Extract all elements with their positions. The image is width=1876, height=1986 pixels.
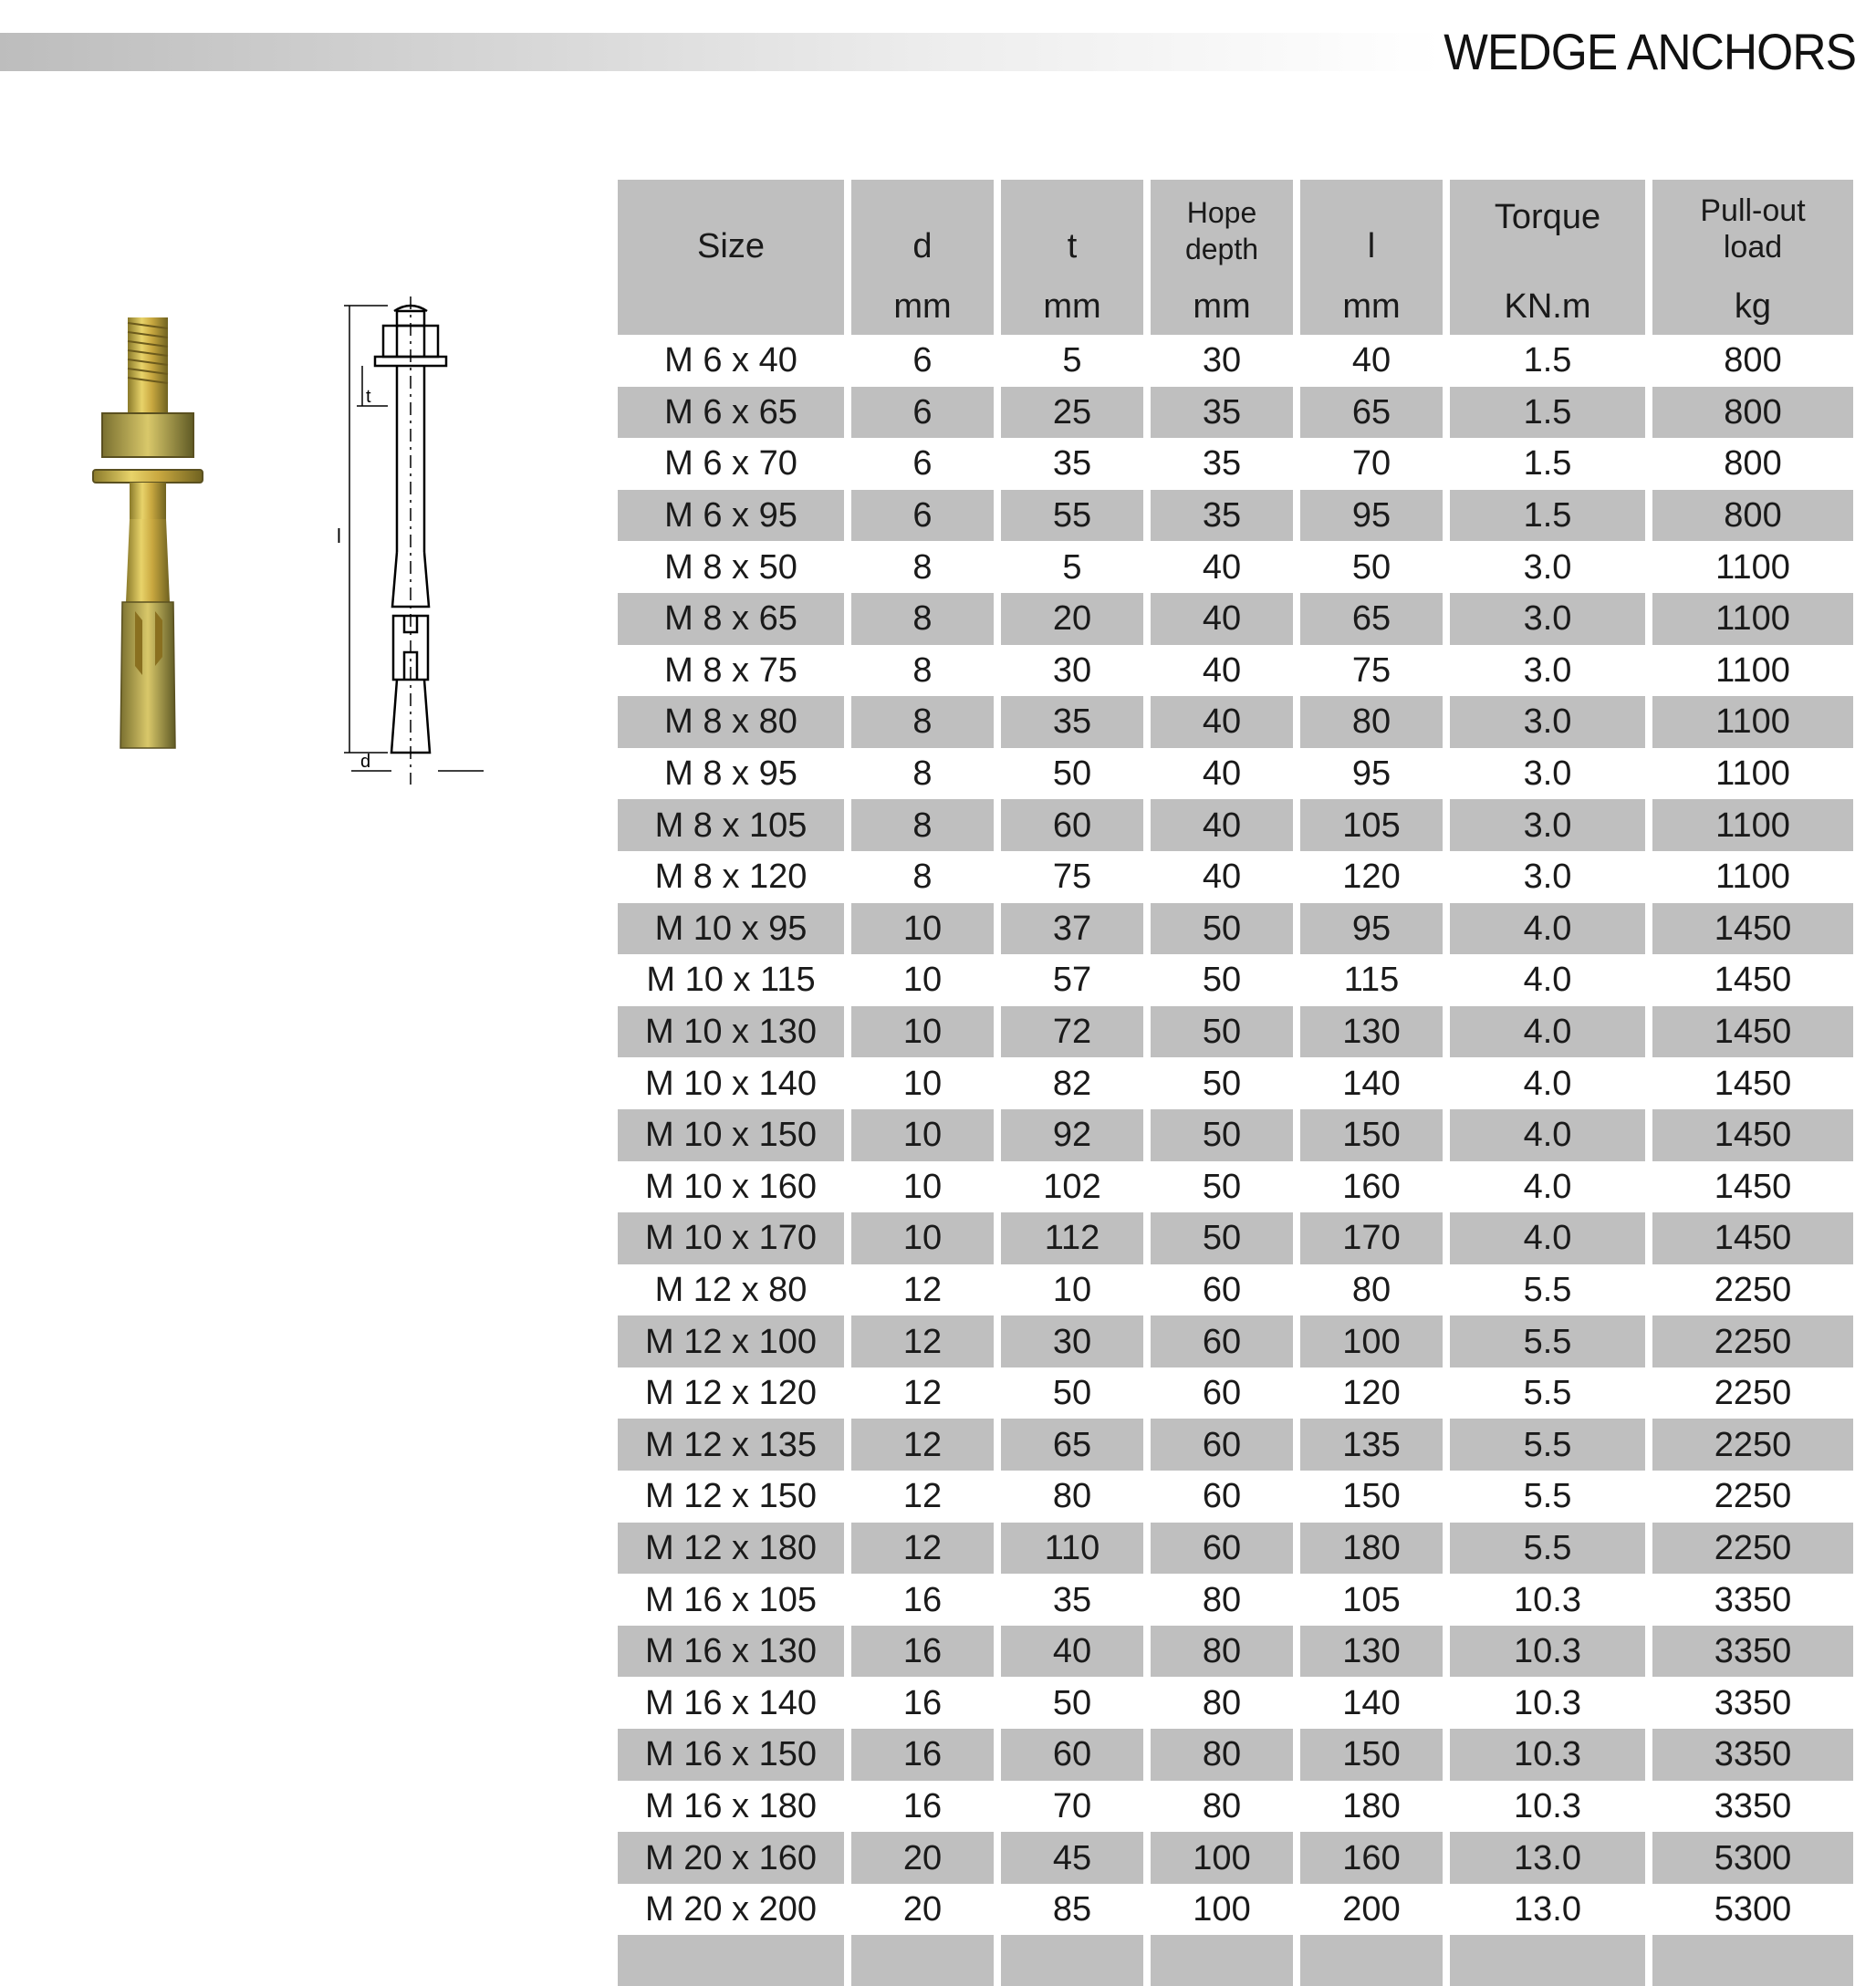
header-gradient-bar: [0, 33, 1442, 71]
table-cell: M 12 x 135: [618, 1419, 844, 1471]
table-row: [618, 1367, 1853, 1419]
table-cell: 6: [912, 444, 933, 484]
table-cell: 80: [1351, 1270, 1391, 1309]
table-cell: 75: [1052, 858, 1092, 897]
table-footer-cell: [1300, 1935, 1443, 1986]
table-cell: M 12 x 180: [618, 1523, 844, 1575]
table-cell: 150: [1300, 1729, 1443, 1781]
table-row: [618, 1523, 1853, 1575]
table-cell: 35: [1151, 490, 1293, 542]
table-cell: M 6 x 70: [664, 444, 797, 484]
table-row: [618, 851, 1853, 903]
table-cell: 65: [1300, 387, 1443, 439]
table-cell: 800: [1652, 387, 1853, 439]
table-cell: 50: [1151, 903, 1293, 955]
table-cell: 80: [1052, 1477, 1092, 1516]
table-cell: 112: [1001, 1212, 1143, 1264]
table-cell: 5.5: [1523, 1374, 1572, 1413]
table-cell: 30: [1001, 1315, 1143, 1367]
table-row: [618, 903, 1853, 955]
table-cell: 800: [1724, 444, 1782, 484]
table-cell: 1450: [1714, 1064, 1792, 1103]
table-cell: 25: [1001, 387, 1143, 439]
table-cell: 60: [1151, 1523, 1293, 1575]
table-row: [618, 645, 1853, 697]
table-cell: 16: [851, 1729, 994, 1781]
col-header-pull-out-load: Pull-out load kg: [1652, 180, 1853, 335]
col-header-l: l mm: [1300, 180, 1443, 335]
table-cell: 10.3: [1514, 1786, 1581, 1825]
table-row: [618, 1471, 1853, 1523]
table-cell: M 12 x 80: [654, 1270, 808, 1309]
table-cell: 50: [1151, 1109, 1293, 1161]
table-cell: 70: [1052, 1786, 1092, 1825]
table-cell: 1100: [1652, 696, 1853, 748]
table-cell: 40: [1151, 696, 1293, 748]
table-cell: 5.5: [1523, 1477, 1572, 1516]
table-cell: 100: [1193, 1890, 1251, 1929]
table-cell: 50: [1052, 754, 1092, 794]
table-cell: 10: [851, 1212, 994, 1264]
wedge-anchor-drawing: [324, 287, 516, 789]
table-cell: 3.0: [1523, 547, 1572, 587]
table-row: [618, 1109, 1853, 1161]
table-cell: 80: [1202, 1786, 1242, 1825]
table-cell: 80: [1151, 1729, 1293, 1781]
table-cell: 60: [1202, 1374, 1242, 1413]
table-cell: M 8 x 95: [664, 754, 797, 794]
table-cell: 3350: [1652, 1729, 1853, 1781]
table-cell: 150: [1300, 1109, 1443, 1161]
table-row: [618, 541, 1853, 593]
table-cell: M 12 x 120: [645, 1374, 817, 1413]
table-cell: 12: [851, 1419, 994, 1471]
table-cell: M 8 x 80: [618, 696, 844, 748]
table-cell: 12: [902, 1270, 943, 1309]
table-cell: 35: [1001, 696, 1143, 748]
table-cell: 1100: [1715, 754, 1790, 794]
table-cell: M 8 x 75: [664, 650, 797, 690]
table-cell: M 10 x 150: [618, 1109, 844, 1161]
table-cell: 5300: [1652, 1832, 1853, 1884]
table-cell: 10: [851, 1109, 994, 1161]
table-cell: 4.0: [1523, 1064, 1572, 1103]
table-footer-cell: [1151, 1935, 1293, 1986]
table-cell: 50: [1202, 1064, 1242, 1103]
table-cell: 4.0: [1523, 961, 1572, 1000]
table-cell: 1100: [1715, 547, 1790, 587]
table-row: [618, 1315, 1853, 1367]
table-cell: 1100: [1715, 650, 1790, 690]
table-cell: 130: [1300, 1626, 1443, 1678]
table-cell: 20: [1001, 593, 1143, 645]
table-row: [618, 1212, 1853, 1264]
table-cell: 12: [851, 1523, 994, 1575]
table-cell: 30: [1202, 341, 1242, 380]
table-row: [618, 1574, 1853, 1626]
table-footer-cell: [1450, 1935, 1645, 1986]
table-cell: 80: [1202, 1580, 1242, 1619]
table-cell: 1450: [1652, 1109, 1853, 1161]
table-cell: 80: [1300, 696, 1443, 748]
table-cell: 10: [902, 1167, 943, 1206]
table-cell: 92: [1001, 1109, 1143, 1161]
table-cell: 72: [1001, 1006, 1143, 1058]
table-cell: 160: [1300, 1832, 1443, 1884]
table-cell: M 6 x 65: [618, 387, 844, 439]
table-cell: 10.3: [1450, 1626, 1645, 1678]
table-cell: M 10 x 95: [618, 903, 844, 955]
table-cell: 80: [1202, 1683, 1242, 1722]
table-row: [618, 1264, 1853, 1316]
table-cell: 1.5: [1523, 341, 1572, 380]
table-cell: 5.5: [1450, 1523, 1645, 1575]
table-cell: 50: [1202, 1167, 1242, 1206]
table-cell: 100: [1300, 1315, 1443, 1367]
table-cell: 3.0: [1450, 799, 1645, 851]
table-cell: 3.0: [1450, 593, 1645, 645]
table-cell: 60: [1151, 1315, 1293, 1367]
table-cell: 16: [851, 1626, 994, 1678]
table-cell: 3.0: [1523, 650, 1572, 690]
table-cell: 4.0: [1450, 903, 1645, 955]
table-cell: 8: [912, 754, 933, 794]
table-footer-cell: [851, 1935, 994, 1986]
table-cell: 50: [1351, 547, 1391, 587]
table-cell: 60: [1001, 799, 1143, 851]
table-cell: 10: [1052, 1270, 1092, 1309]
table-cell: 20: [902, 1890, 943, 1929]
table-cell: 6: [912, 341, 933, 380]
table-cell: 80: [1151, 1626, 1293, 1678]
table-cell: 60: [1151, 1419, 1293, 1471]
table-cell: 140: [1342, 1683, 1401, 1722]
table-cell: 140: [1342, 1064, 1401, 1103]
table-cell: 35: [1052, 444, 1092, 484]
table-cell: 1100: [1715, 858, 1790, 897]
table-cell: 95: [1351, 754, 1391, 794]
table-cell: M 16 x 180: [645, 1786, 817, 1825]
table-cell: 10: [902, 961, 943, 1000]
table-cell: 150: [1342, 1477, 1401, 1516]
table-cell: 4.0: [1523, 1167, 1572, 1206]
table-cell: 16: [902, 1683, 943, 1722]
table-cell: 3350: [1652, 1626, 1853, 1678]
table-row: [618, 490, 1853, 542]
table-cell: 105: [1300, 799, 1443, 851]
table-cell: 3350: [1714, 1786, 1792, 1825]
table-cell: 102: [1043, 1167, 1101, 1206]
table-cell: 50: [1052, 1374, 1092, 1413]
table-cell: 75: [1351, 650, 1391, 690]
table-cell: 180: [1300, 1523, 1443, 1575]
table-cell: 1450: [1714, 961, 1792, 1000]
table-cell: 30: [1052, 650, 1092, 690]
table-cell: 10: [851, 903, 994, 955]
table-cell: 40: [1202, 858, 1242, 897]
table-cell: 10: [851, 1006, 994, 1058]
table-cell: 12: [902, 1374, 943, 1413]
table-cell: 2250: [1652, 1315, 1853, 1367]
table-cell: 130: [1300, 1006, 1443, 1058]
col-header-torque: Torque KN.m: [1450, 180, 1645, 335]
table-cell: 135: [1300, 1419, 1443, 1471]
table-row: [618, 593, 1853, 645]
table-cell: 5.5: [1450, 1419, 1645, 1471]
table-cell: 10: [902, 1064, 943, 1103]
table-cell: 1100: [1652, 799, 1853, 851]
table-cell: 13.0: [1514, 1890, 1581, 1929]
table-row: [618, 1677, 1853, 1729]
table-cell: 100: [1151, 1832, 1293, 1884]
table-cell: M 10 x 130: [618, 1006, 844, 1058]
table-cell: M 10 x 170: [618, 1212, 844, 1264]
table-cell: 1.5: [1523, 444, 1572, 484]
table-footer-cell: [618, 1935, 844, 1986]
table-cell: 60: [1202, 1477, 1242, 1516]
table-cell: 1450: [1652, 1006, 1853, 1058]
col-header-d: d mm: [851, 180, 994, 335]
table-cell: M 8 x 50: [664, 547, 797, 587]
table-cell: 800: [1652, 490, 1853, 542]
table-cell: 1450: [1652, 1212, 1853, 1264]
table-cell: 35: [1202, 444, 1242, 484]
wedge-anchor-photo: [91, 310, 210, 766]
table-cell: 37: [1001, 903, 1143, 955]
table-cell: M 8 x 105: [618, 799, 844, 851]
table-cell: M 20 x 160: [618, 1832, 844, 1884]
table-cell: 60: [1001, 1729, 1143, 1781]
table-cell: 5.5: [1523, 1270, 1572, 1309]
table-cell: M 16 x 150: [618, 1729, 844, 1781]
table-cell: 105: [1342, 1580, 1401, 1619]
table-cell: 95: [1300, 903, 1443, 955]
table-cell: M 20 x 200: [645, 1890, 817, 1929]
table-cell: 40: [1351, 341, 1391, 380]
table-cell: 6: [851, 490, 994, 542]
table-cell: 1.5: [1450, 387, 1645, 439]
table-cell: 35: [1151, 387, 1293, 439]
table-cell: M 8 x 65: [618, 593, 844, 645]
table-cell: 57: [1052, 961, 1092, 1000]
table-cell: M 8 x 120: [654, 858, 808, 897]
table-cell: 5: [1062, 547, 1082, 587]
table-cell: 16: [902, 1580, 943, 1619]
table-cell: 5: [1062, 341, 1082, 380]
table-cell: 2250: [1652, 1419, 1853, 1471]
table-cell: 45: [1001, 1832, 1143, 1884]
table-row: [618, 1006, 1853, 1058]
table-cell: 10.3: [1450, 1729, 1645, 1781]
table-cell: M 6 x 40: [664, 341, 797, 380]
wedge-anchor-spec-table: [610, 180, 1860, 1986]
table-row: [618, 799, 1853, 851]
table-cell: 110: [1001, 1523, 1143, 1575]
table-row: [618, 387, 1853, 439]
table-row: [618, 1832, 1853, 1884]
table-cell: 5.5: [1450, 1315, 1645, 1367]
table-cell: M 10 x 140: [645, 1064, 817, 1103]
table-cell: 50: [1151, 1212, 1293, 1264]
table-cell: 50: [1151, 1006, 1293, 1058]
table-cell: 85: [1052, 1890, 1092, 1929]
table-cell: M 16 x 140: [645, 1683, 817, 1722]
table-cell: 82: [1052, 1064, 1092, 1103]
table-row: [618, 748, 1853, 800]
table-cell: 4.0: [1450, 1109, 1645, 1161]
table-row: [618, 1781, 1853, 1833]
table-cell: 3350: [1714, 1580, 1792, 1619]
table-cell: 2250: [1652, 1523, 1853, 1575]
table-cell: M 12 x 100: [618, 1315, 844, 1367]
table-cell: 3350: [1714, 1683, 1792, 1722]
table-cell: 120: [1342, 858, 1401, 897]
table-cell: 35: [1052, 1580, 1092, 1619]
table-cell: 1450: [1652, 903, 1853, 955]
table-cell: 40: [1202, 754, 1242, 794]
table-cell: 12: [902, 1477, 943, 1516]
table-cell: 60: [1202, 1270, 1242, 1309]
table-row: [618, 696, 1853, 748]
table-cell: 65: [1001, 1419, 1143, 1471]
table-cell: 200: [1342, 1890, 1401, 1929]
table-cell: 40: [1001, 1626, 1143, 1678]
table-row: [618, 1729, 1853, 1781]
table-cell: 160: [1342, 1167, 1401, 1206]
col-header-hope-depth: Hope depth mm: [1151, 180, 1293, 335]
table-row: [618, 1161, 1853, 1213]
table-footer-row: [618, 1935, 1853, 1986]
table-row: [618, 1419, 1853, 1471]
table-cell: 50: [1202, 961, 1242, 1000]
table-row: [618, 1626, 1853, 1678]
table-cell: 2250: [1714, 1477, 1792, 1516]
table-cell: 20: [851, 1832, 994, 1884]
table-cell: 10.3: [1514, 1683, 1581, 1722]
table-cell: 55: [1001, 490, 1143, 542]
table-cell: 13.0: [1450, 1832, 1645, 1884]
table-cell: 8: [912, 650, 933, 690]
table-cell: 3.0: [1523, 858, 1572, 897]
table-cell: 4.0: [1450, 1212, 1645, 1264]
table-cell: M 12 x 150: [645, 1477, 817, 1516]
col-header-t: t mm: [1001, 180, 1143, 335]
page-title: WEDGE ANCHORS: [1443, 23, 1856, 80]
table-row: [618, 954, 1853, 1006]
table-cell: 8: [851, 799, 994, 851]
table-cell: M 10 x 160: [645, 1167, 817, 1206]
table-cell: 2250: [1714, 1374, 1792, 1413]
table-cell: 40: [1202, 650, 1242, 690]
table-cell: 95: [1300, 490, 1443, 542]
table-cell: M 16 x 105: [645, 1580, 817, 1619]
table-cell: 40: [1202, 547, 1242, 587]
diagram-label-d: d: [360, 752, 371, 772]
table-cell: 8: [912, 858, 933, 897]
table-cell: 1.5: [1450, 490, 1645, 542]
table-footer-cell: [1652, 1935, 1853, 1986]
table-cell: M 6 x 95: [618, 490, 844, 542]
table-cell: 5300: [1714, 1890, 1792, 1929]
table-cell: M 10 x 115: [646, 961, 816, 1000]
table-cell: 3.0: [1523, 754, 1572, 794]
table-cell: 65: [1300, 593, 1443, 645]
table-cell: 8: [851, 593, 994, 645]
table-row: [618, 438, 1853, 490]
table-cell: 800: [1724, 341, 1782, 380]
table-cell: 8: [851, 696, 994, 748]
table-cell: 50: [1052, 1683, 1092, 1722]
table-cell: 180: [1342, 1786, 1401, 1825]
table-header-row: [618, 180, 1853, 335]
table-cell: 16: [902, 1786, 943, 1825]
table-cell: 40: [1151, 593, 1293, 645]
table-row: [618, 1057, 1853, 1109]
table-cell: 8: [912, 547, 933, 587]
table-cell: 6: [851, 387, 994, 439]
table-cell: 3.0: [1450, 696, 1645, 748]
table-cell: 170: [1300, 1212, 1443, 1264]
table-row: [618, 1884, 1853, 1936]
table-cell: 70: [1351, 444, 1391, 484]
table-cell: M 16 x 130: [618, 1626, 844, 1678]
table-cell: 10.3: [1514, 1580, 1581, 1619]
table-cell: 4.0: [1450, 1006, 1645, 1058]
diagram-label-t: t: [366, 387, 371, 407]
table-cell: 1450: [1714, 1167, 1792, 1206]
table-footer-cell: [1001, 1935, 1143, 1986]
table-cell: 40: [1151, 799, 1293, 851]
table-cell: 2250: [1714, 1270, 1792, 1309]
table-row: [618, 335, 1853, 387]
table-cell: 115: [1343, 961, 1400, 1000]
table-cell: 120: [1342, 1374, 1401, 1413]
table-cell: 12: [851, 1315, 994, 1367]
diagram-label-l: l: [337, 525, 341, 547]
col-header-size: Size: [618, 180, 844, 335]
table-cell: 1100: [1652, 593, 1853, 645]
